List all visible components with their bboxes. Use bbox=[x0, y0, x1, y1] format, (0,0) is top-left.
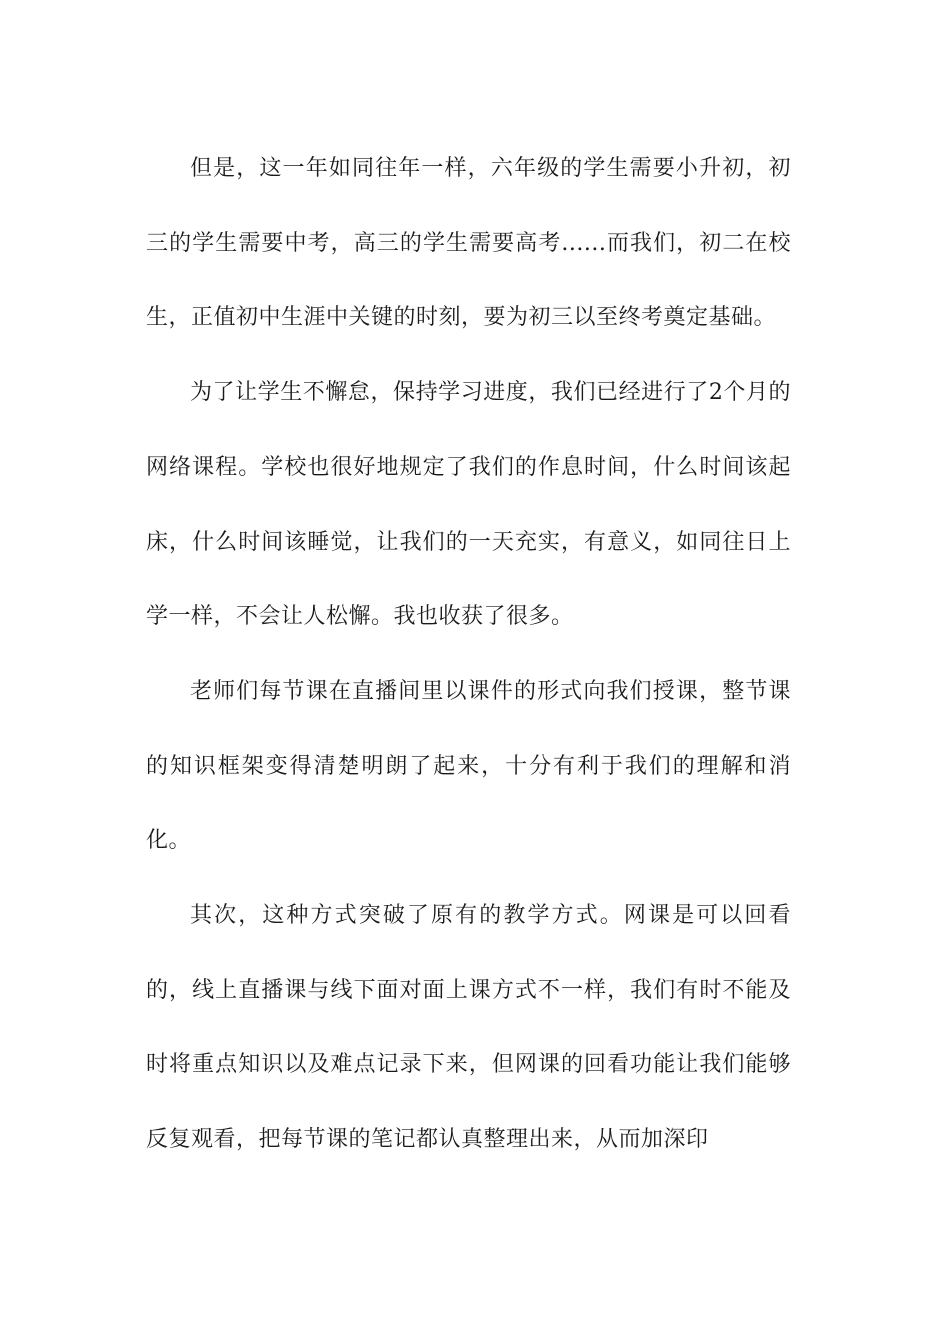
paragraph: 为了让学生不懈怠，保持学习进度，我们已经进行了2个月的网络课程。学校也很好地规定了我们的作息时间，什么时间该起床，什么时间该睡觉，让我们的一天充实，有意义，如同往日上学一样，不会让人松懈。我也收获了很多。 bbox=[146, 380, 791, 630]
document-body bbox=[146, 132, 791, 1178]
paragraph: 老师们每节课在直播间里以课件的形式向我们授课，整节课的知识框架变得清楚明朗了起来，十分有利于我们的理解和消化。 bbox=[146, 678, 791, 854]
paragraph: 其次，这种方式突破了原有的教学方式。网课是可以回看的，线上直播课与线下面对面上课方式不一样，我们有时不能及时将重点知识以及难点记录下来，但网课的回看功能让我们能够反复观看，把每节课的笔记都认真整理出来，从而加深印 bbox=[146, 903, 791, 1153]
paragraph: 但是，这一年如同往年一样，六年级的学生需要小升初，初三的学生需要中考，高三的学生需要高考......而我们，初二在校生，正值初中生涯中关键的时刻，要为初三以至终考奠定基础。 bbox=[146, 156, 791, 331]
